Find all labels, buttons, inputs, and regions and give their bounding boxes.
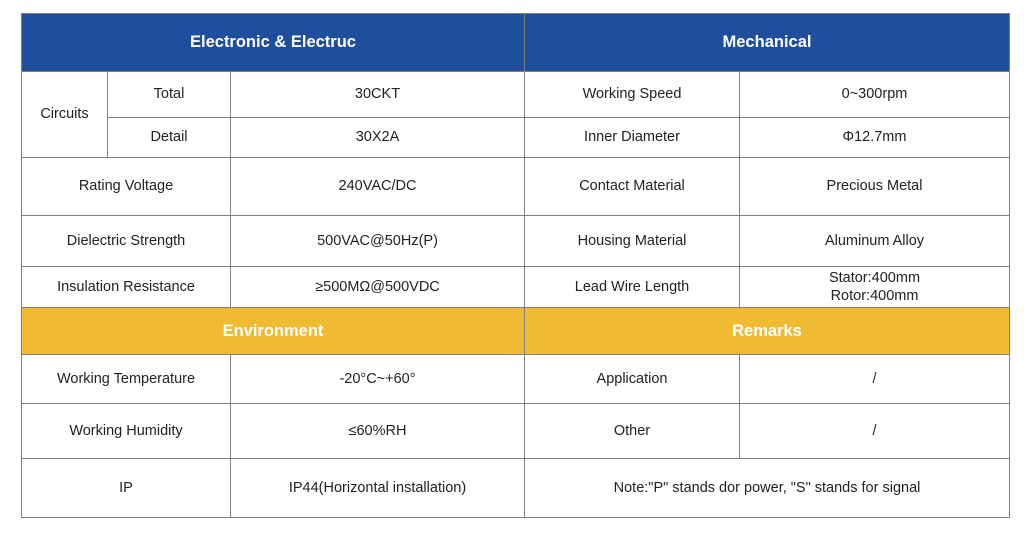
- lead-wire-rotor: Rotor:400mm: [830, 288, 919, 304]
- table-row: [22, 72, 1010, 118]
- remarks-note: Note:"P" stands dor power, "S" stands for signal: [525, 459, 1010, 518]
- ip-label: IP: [22, 459, 231, 518]
- lead-wire-stator: Stator:400mm: [828, 269, 921, 286]
- housing-material-label: Housing Material: [525, 216, 740, 267]
- environment-header: Environment: [22, 308, 525, 355]
- section-header-row: [22, 14, 1010, 72]
- ip-value: IP44(Horizontal installation): [231, 459, 525, 518]
- working-temperature-label: Working Temperature: [22, 355, 231, 404]
- electronic-header: Electronic & Electruc: [22, 14, 525, 72]
- dielectric-strength-value: 500VAC@50Hz(P): [231, 216, 525, 267]
- insulation-resistance-value: ≥500MΩ@500VDC: [231, 267, 525, 308]
- mechanical-header: Mechanical: [525, 14, 1010, 72]
- rating-voltage-label: Rating Voltage: [22, 158, 231, 216]
- table-row: [22, 404, 1010, 459]
- section-header-row: [22, 308, 1010, 355]
- table-row: [22, 267, 1010, 308]
- inner-diameter-value: Φ12.7mm: [740, 118, 1010, 158]
- other-value: /: [740, 404, 1010, 459]
- detail-label: Detail: [108, 118, 231, 158]
- lead-wire-length-label: Lead Wire Length: [525, 267, 740, 308]
- application-value: /: [740, 355, 1010, 404]
- working-temperature-value: -20°C~+60°: [231, 355, 525, 404]
- table-row: [22, 459, 1010, 518]
- inner-diameter-label: Inner Diameter: [525, 118, 740, 158]
- table-row: [22, 118, 1010, 158]
- working-humidity-value: ≤60%RH: [231, 404, 525, 459]
- total-label: Total: [108, 72, 231, 118]
- circuits-label: Circuits: [22, 72, 108, 158]
- other-label: Other: [525, 404, 740, 459]
- insulation-resistance-label: Insulation Resistance: [22, 267, 231, 308]
- working-speed-value: 0~300rpm: [740, 72, 1010, 118]
- dielectric-strength-label: Dielectric Strength: [22, 216, 231, 267]
- detail-value: 30X2A: [231, 118, 525, 158]
- contact-material-value: Precious Metal: [740, 158, 1010, 216]
- spec-table: [21, 13, 1010, 518]
- lead-wire-length-value: [740, 267, 1010, 308]
- table-row: [22, 216, 1010, 267]
- table-row: [22, 355, 1010, 404]
- contact-material-label: Contact Material: [525, 158, 740, 216]
- working-speed-label: Working Speed: [525, 72, 740, 118]
- table-row: [22, 158, 1010, 216]
- working-humidity-label: Working Humidity: [22, 404, 231, 459]
- remarks-header: Remarks: [525, 308, 1010, 355]
- total-value: 30CKT: [231, 72, 525, 118]
- application-label: Application: [525, 355, 740, 404]
- housing-material-value: Aluminum Alloy: [740, 216, 1010, 267]
- rating-voltage-value: 240VAC/DC: [231, 158, 525, 216]
